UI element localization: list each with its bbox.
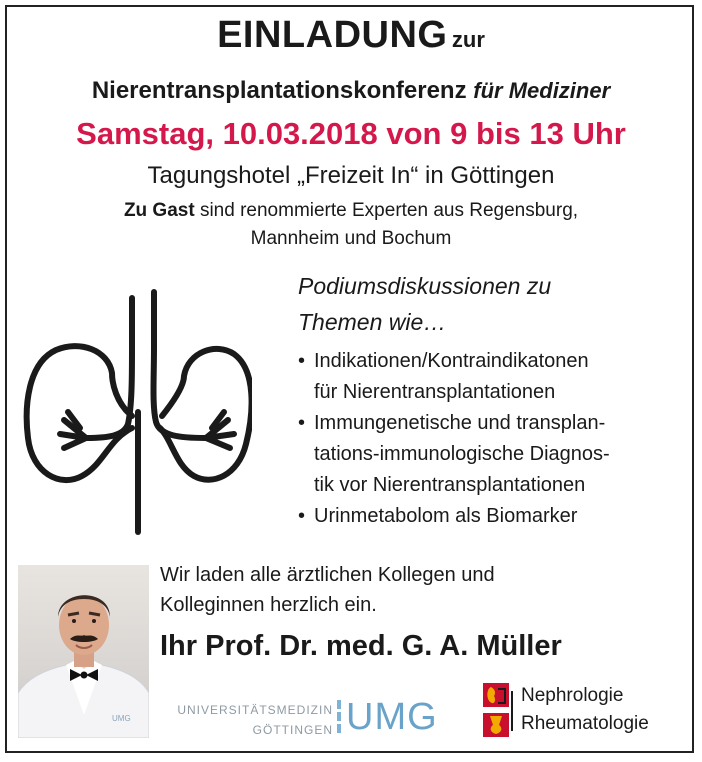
guests-line-1 xyxy=(0,200,702,222)
title-suffix: zur xyxy=(451,27,485,52)
topic-line: für Nierentransplantationen xyxy=(314,381,556,403)
topic-line: tations-immunologische Diagnos- xyxy=(314,443,610,465)
umg-line-1: UNIVERSITÄTSMEDIZIN xyxy=(177,703,333,717)
umg-divider-icon xyxy=(337,700,341,736)
topics-heading-line-2: Themen wie… xyxy=(298,309,447,335)
topics-heading-line-1: Podiumsdiskussionen zu xyxy=(298,273,552,299)
umg-logo: UMG xyxy=(346,696,438,738)
topic-line: tik vor Nierentransplantationen xyxy=(314,474,586,496)
nephrology-icon xyxy=(483,683,509,707)
logo-divider xyxy=(511,691,513,731)
topic-item xyxy=(298,408,690,501)
dept-label-1: Nephrologie xyxy=(521,685,624,706)
subtitle-italic: für Mediziner xyxy=(473,78,611,103)
invitation-line-1: Wir laden alle ärztlichen Kollegen und xyxy=(160,564,495,586)
topic-item xyxy=(298,346,690,408)
invitation-title xyxy=(0,16,702,54)
invitation-text xyxy=(160,560,680,663)
umg-line-2: GÖTTINGEN xyxy=(252,723,333,737)
topic-line: • Urinmetabolom als Biomarker xyxy=(314,505,578,527)
umg-wordmark xyxy=(158,700,333,740)
topic-line: • Immungenetische und transplan- xyxy=(314,412,606,434)
event-venue: Tagungshotel „Freizeit In“ in Göttingen xyxy=(147,162,555,189)
topic-line: • Indikationen/Kontraindikatonen xyxy=(314,350,589,372)
coat-badge: UMG xyxy=(112,714,131,723)
subtitle-main: Nierentransplantationskonferenz xyxy=(91,77,467,104)
topic-item xyxy=(298,501,690,532)
guests-line-2: Mannheim und Bochum xyxy=(250,228,452,249)
title-main: EINLADUNG xyxy=(217,14,448,56)
signature: Ihr Prof. Dr. med. G. A. Müller xyxy=(160,630,562,662)
subtitle xyxy=(0,77,702,105)
portrait-illustration xyxy=(18,565,149,738)
event-date: Samstag, 10.03.2018 von 9 bis 13 Uhr xyxy=(76,116,626,151)
portrait-photo xyxy=(18,565,149,738)
guests-bold: Zu Gast xyxy=(123,200,195,221)
invitation-line-2: Kolleginnen herzlich ein. xyxy=(160,594,377,616)
dept-label-2: Rheumatologie xyxy=(521,713,649,734)
kidney-icon xyxy=(20,288,252,538)
rheumatology-icon xyxy=(483,713,509,737)
topics-list xyxy=(298,346,690,532)
guests-rest: sind renommierte Experten aus Regensburg, xyxy=(199,200,579,221)
topics-heading xyxy=(298,268,690,340)
topics-panel xyxy=(298,268,690,532)
